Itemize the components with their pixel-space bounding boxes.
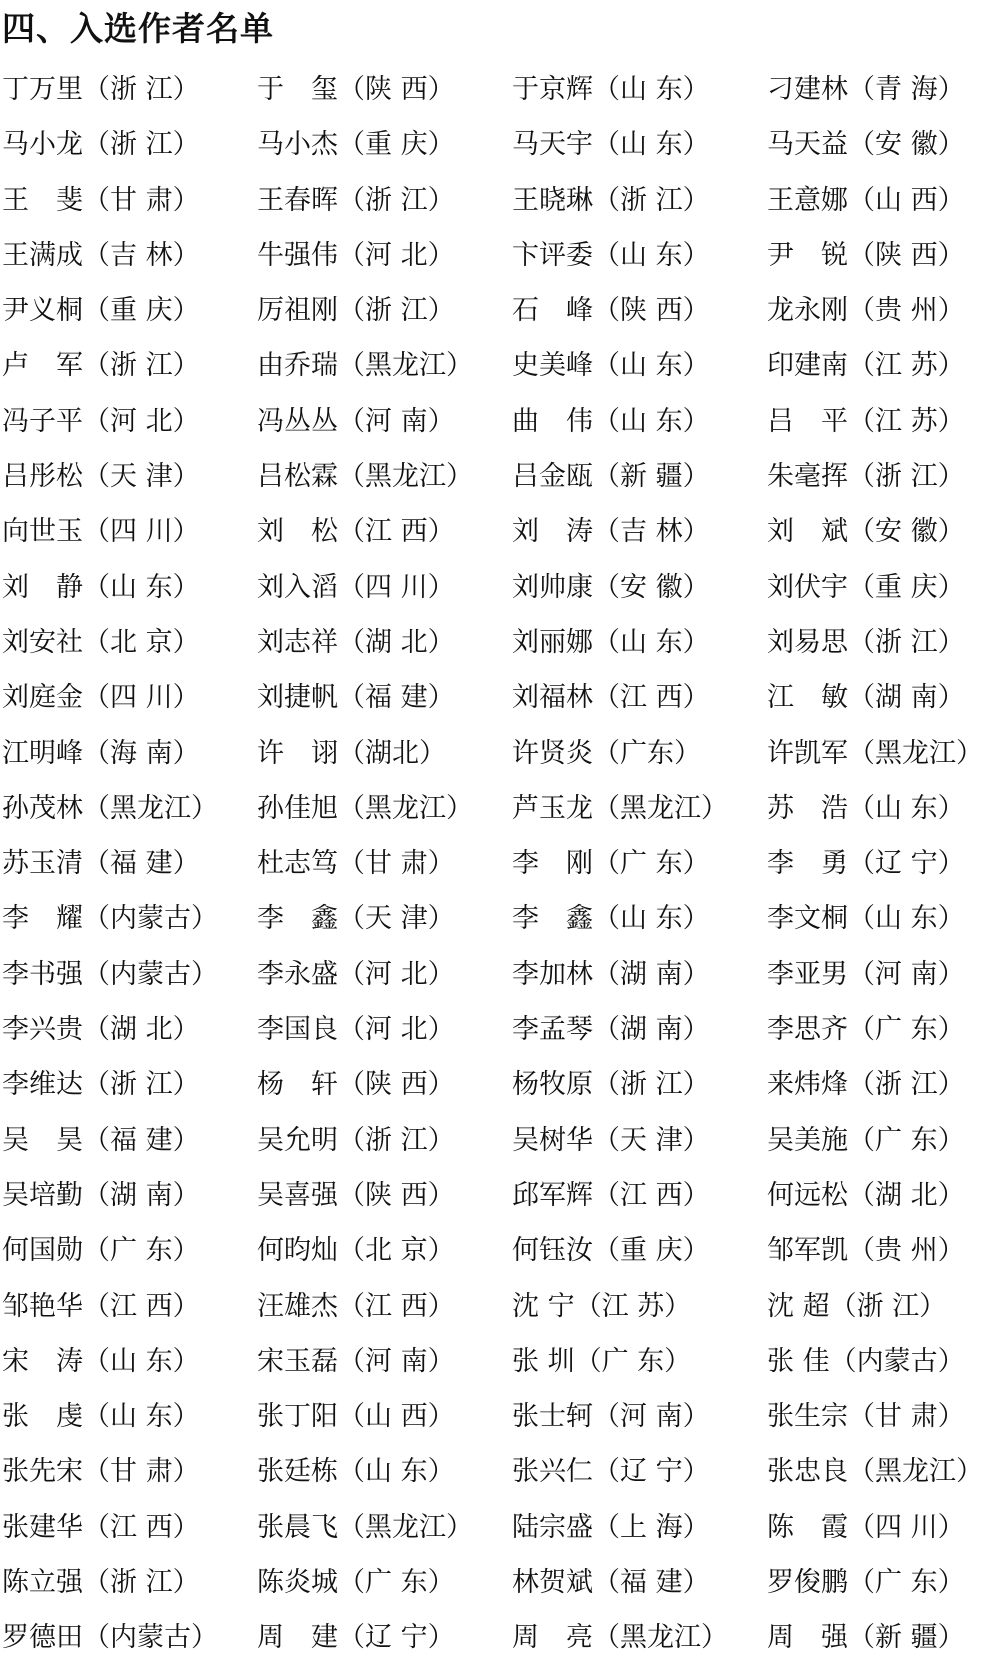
author-name-list: [0, 62, 985, 1666]
author-entry: 张先宋（甘 肃）: [2, 1456, 200, 1488]
author-entry: 石 峰（陕 西）: [512, 295, 710, 327]
author-entry: 张 虔（山 东）: [2, 1401, 200, 1433]
name-row: [0, 449, 985, 504]
author-entry: 何远松（湖 北）: [767, 1179, 965, 1211]
author-entry: 邱军辉（江 西）: [512, 1179, 710, 1211]
author-entry: 李书强（内蒙古）: [2, 958, 218, 990]
author-entry: 李 耀（内蒙古）: [2, 903, 218, 935]
author-entry: 沈 宁（江 苏）: [512, 1290, 692, 1322]
section-heading: 四、入选作者名单: [2, 9, 274, 48]
author-entry: 刘安社（北 京）: [2, 626, 200, 658]
author-entry: 刘捷帆（福 建）: [257, 682, 455, 714]
author-entry: 杨牧原（浙 江）: [512, 1069, 710, 1101]
name-row: [0, 1500, 985, 1555]
name-row: [0, 670, 985, 725]
author-entry: 吴美施（广 东）: [767, 1124, 965, 1156]
name-row: [0, 1334, 985, 1389]
author-entry: 宋玉磊（河 南）: [257, 1345, 455, 1377]
author-entry: 吕 平（江 苏）: [767, 405, 965, 437]
name-row: [0, 1057, 985, 1112]
author-entry: 刘福林（江 西）: [512, 682, 710, 714]
author-entry: 卢 军（浙 江）: [2, 350, 200, 382]
author-entry: 吴 昊（福 建）: [2, 1124, 200, 1156]
author-entry: 张忠良（黑龙江）: [767, 1456, 983, 1488]
author-entry: 李国良（河 北）: [257, 1014, 455, 1046]
author-entry: 马小龙（浙 江）: [2, 129, 200, 161]
author-entry: 李维达（浙 江）: [2, 1069, 200, 1101]
author-entry: 杜志笃（甘 肃）: [257, 848, 455, 880]
author-entry: 孙茂林（黑龙江）: [2, 792, 218, 824]
author-entry: 卞评委（山 东）: [512, 239, 710, 271]
name-row: [0, 117, 985, 172]
author-entry: 刘入滔（四 川）: [257, 571, 455, 603]
author-entry: 王 斐（甘 肃）: [2, 184, 200, 216]
author-entry: 陈炎城（广 东）: [257, 1567, 455, 1599]
author-entry: 陆宗盛（上 海）: [512, 1511, 710, 1543]
name-row: [0, 781, 985, 836]
author-entry: 王意娜（山 西）: [767, 184, 965, 216]
author-entry: 陈 霞（四 川）: [767, 1511, 965, 1543]
author-entry: 史美峰（山 东）: [512, 350, 710, 382]
author-entry: 李永盛（河 北）: [257, 958, 455, 990]
name-row: [0, 338, 985, 393]
author-entry: 江 敏（湖 南）: [767, 682, 965, 714]
author-entry: 罗德田（内蒙古）: [2, 1622, 218, 1654]
author-entry: 周 强（新 疆）: [767, 1622, 965, 1654]
author-entry: 邹艳华（江 西）: [2, 1290, 200, 1322]
author-entry: 陈立强（浙 江）: [2, 1567, 200, 1599]
author-entry: 张士轲（河 南）: [512, 1401, 710, 1433]
author-entry: 李兴贵（湖 北）: [2, 1014, 200, 1046]
name-row: [0, 1168, 985, 1223]
author-entry: 吴树华（天 津）: [512, 1124, 710, 1156]
author-entry: 厉祖刚（浙 江）: [257, 295, 455, 327]
author-entry: 王满成（吉 林）: [2, 239, 200, 271]
name-row: [0, 1002, 985, 1057]
author-entry: 沈 超（浙 江）: [767, 1290, 947, 1322]
author-entry: 王春晖（浙 江）: [257, 184, 455, 216]
author-entry: 李加林（湖 南）: [512, 958, 710, 990]
name-row: [0, 560, 985, 615]
name-row: [0, 283, 985, 338]
author-entry: 吕彤松（天 津）: [2, 461, 200, 493]
author-entry: 何钰汝（重 庆）: [512, 1235, 710, 1267]
name-row: [0, 228, 985, 283]
author-entry: 许贤炎（广东）: [512, 737, 701, 769]
author-entry: 刘 斌（安 徽）: [767, 516, 965, 548]
author-entry: 许凯军（黑龙江）: [767, 737, 983, 769]
author-entry: 江明峰（海 南）: [2, 737, 200, 769]
name-row: [0, 1610, 985, 1665]
author-entry: 吴喜强（陕 西）: [257, 1179, 455, 1211]
author-entry: 李 勇（辽 宁）: [767, 848, 965, 880]
author-entry: 朱毫挥（浙 江）: [767, 461, 965, 493]
author-entry: 李 鑫（山 东）: [512, 903, 710, 935]
author-entry: 张 佳（内蒙古）: [767, 1345, 965, 1377]
author-entry: 刘易思（浙 江）: [767, 626, 965, 658]
name-row: [0, 947, 985, 1002]
author-entry: 牛强伟（河 北）: [257, 239, 455, 271]
name-row: [0, 1223, 985, 1278]
author-entry: 何国勋（广 东）: [2, 1235, 200, 1267]
author-entry: 宋 涛（山 东）: [2, 1345, 200, 1377]
author-entry: 冯丛丛（河 南）: [257, 405, 455, 437]
author-entry: 马小杰（重 庆）: [257, 129, 455, 161]
author-entry: 冯子平（河 北）: [2, 405, 200, 437]
author-entry: 丁万里（浙 江）: [2, 74, 200, 105]
author-entry: 张 圳（广 东）: [512, 1345, 692, 1377]
name-row: [0, 62, 985, 117]
author-entry: 尹义桐（重 庆）: [2, 295, 200, 327]
author-entry: 吴允明（浙 江）: [257, 1124, 455, 1156]
name-row: [0, 1444, 985, 1499]
author-entry: 李思齐（广 东）: [767, 1014, 965, 1046]
author-entry: 吕松霖（黑龙江）: [257, 461, 473, 493]
name-row: [0, 836, 985, 891]
author-entry: 于 玺（陕 西）: [257, 74, 455, 105]
author-entry: 刘帅康（安 徽）: [512, 571, 710, 603]
author-entry: 张生宗（甘 肃）: [767, 1401, 965, 1433]
author-entry: 张丁阳（山 西）: [257, 1401, 455, 1433]
author-entry: 许 诩（湖北）: [257, 737, 446, 769]
author-entry: 尹 锐（陕 西）: [767, 239, 965, 271]
author-entry: 孙佳旭（黑龙江）: [257, 792, 473, 824]
author-entry: 邹军凯（贵 州）: [767, 1235, 965, 1267]
author-entry: 刘志祥（湖 北）: [257, 626, 455, 658]
author-entry: 李孟琴（湖 南）: [512, 1014, 710, 1046]
author-entry: 苏玉清（福 建）: [2, 848, 200, 880]
author-entry: 马天宇（山 东）: [512, 129, 710, 161]
name-row: [0, 1389, 985, 1444]
author-entry: 刘 静（山 东）: [2, 571, 200, 603]
author-entry: 周 亮（黑龙江）: [512, 1622, 728, 1654]
author-entry: 李 刚（广 东）: [512, 848, 710, 880]
author-entry: 于京辉（山 东）: [512, 74, 710, 105]
author-entry: 由乔瑞（黑龙江）: [257, 350, 473, 382]
author-entry: 吕金瓯（新 疆）: [512, 461, 710, 493]
author-entry: 李亚男（河 南）: [767, 958, 965, 990]
author-entry: 刘伏宇（重 庆）: [767, 571, 965, 603]
name-row: [0, 1279, 985, 1334]
name-row: [0, 891, 985, 946]
author-entry: 张廷栋（山 东）: [257, 1456, 455, 1488]
author-entry: 刘庭金（四 川）: [2, 682, 200, 714]
author-entry: 刘 松（江 西）: [257, 516, 455, 548]
author-entry: 何昀灿（北 京）: [257, 1235, 455, 1267]
author-entry: 王晓琳（浙 江）: [512, 184, 710, 216]
author-entry: 向世玉（四 川）: [2, 516, 200, 548]
author-entry: 苏 浩（山 东）: [767, 792, 965, 824]
author-entry: 汪雄杰（江 西）: [257, 1290, 455, 1322]
name-row: [0, 173, 985, 228]
author-entry: 林贺斌（福 建）: [512, 1567, 710, 1599]
author-entry: 张兴仁（辽 宁）: [512, 1456, 710, 1488]
author-entry: 张建华（江 西）: [2, 1511, 200, 1543]
author-entry: 来炜烽（浙 江）: [767, 1069, 965, 1101]
author-entry: 刁建林（青 海）: [767, 74, 965, 105]
name-row: [0, 726, 985, 781]
author-entry: 李文桐（山 东）: [767, 903, 965, 935]
author-entry: 罗俊鹏（广 东）: [767, 1567, 965, 1599]
name-row: [0, 1555, 985, 1610]
author-entry: 芦玉龙（黑龙江）: [512, 792, 728, 824]
author-entry: 曲 伟（山 东）: [512, 405, 710, 437]
author-entry: 马天益（安 徽）: [767, 129, 965, 161]
author-entry: 龙永刚（贵 州）: [767, 295, 965, 327]
author-entry: 张晨飞（黑龙江）: [257, 1511, 473, 1543]
author-entry: 印建南（江 苏）: [767, 350, 965, 382]
author-entry: 吴培勤（湖 南）: [2, 1179, 200, 1211]
author-entry: 李 鑫（天 津）: [257, 903, 455, 935]
name-row: [0, 504, 985, 559]
author-entry: 刘 涛（吉 林）: [512, 516, 710, 548]
author-entry: 杨 轩（陕 西）: [257, 1069, 455, 1101]
name-row: [0, 394, 985, 449]
author-entry: 刘丽娜（山 东）: [512, 626, 710, 658]
name-row: [0, 615, 985, 670]
name-row: [0, 1113, 985, 1168]
author-entry: 周 建（辽 宁）: [257, 1622, 455, 1654]
